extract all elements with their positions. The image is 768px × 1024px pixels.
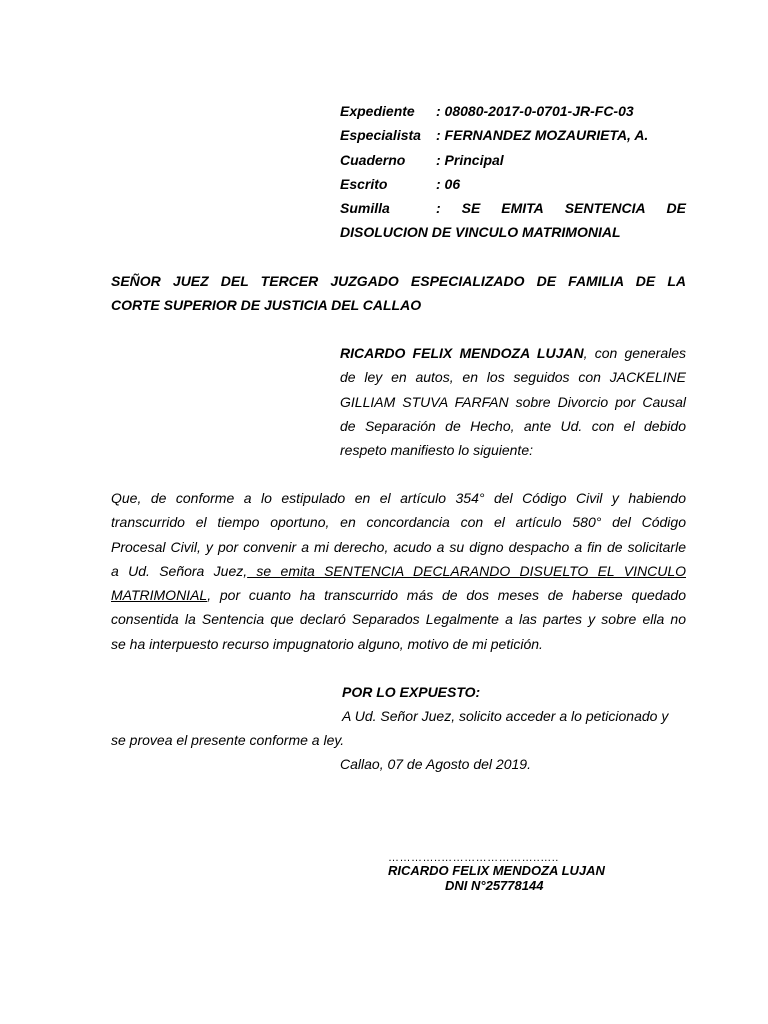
intro-line-3: GILLIAM STUVA FARFAN sobre Divorcio por Causal — [340, 393, 686, 410]
intro-text: , con generales — [583, 345, 687, 361]
header-especialista — [340, 127, 648, 143]
body-line-2: transcurrido el tiempo oportuno, en concordancia con el artículo 580° del Código — [111, 514, 686, 531]
header-label: Expediente — [340, 103, 415, 119]
sumilla-word: SENTENCIA — [564, 200, 646, 216]
body-line-1: Que, de conforme a lo estipulado en el artículo 354° del Código Civil y habiendo — [111, 490, 686, 506]
header-label: Sumilla — [340, 200, 390, 216]
body-text: , por cuanto ha transcurrido más de dos meses de haberse quedado — [207, 587, 686, 604]
sumilla-word: DE — [666, 200, 686, 216]
body-line-3: Procesal Civil, y por convenir a mi derecho, acudo a su digno despacho a fin de solicitarle — [111, 538, 686, 555]
body-line-4 — [111, 559, 686, 583]
header-label: Cuaderno — [340, 152, 406, 168]
signature-name: RICARDO FELIX MENDOZA LUJAN — [388, 863, 605, 878]
sumilla-word: EMITA — [501, 200, 544, 216]
header-escrito — [340, 176, 460, 192]
addressee-line-1 — [111, 273, 686, 289]
header-sumilla — [340, 200, 686, 216]
intro-paragraph — [340, 341, 686, 462]
intro-line-2: de ley en autos, en los seguidos con JACKELINE — [340, 369, 686, 386]
header-cuaderno — [340, 152, 504, 168]
sumilla-line-2: DISOLUCION DE VINCULO MATRIMONIAL — [340, 224, 621, 240]
signature-dni: DNI N°25778144 — [445, 878, 544, 893]
header-value: : 06 — [436, 176, 461, 192]
sumilla-word: SE — [461, 200, 481, 216]
closing-line-1: A Ud. Señor Juez, solicito acceder a lo peticionado y — [342, 708, 669, 724]
body-line-7: se ha interpuesto recurso impugnatorio alguno, motivo de mi petición. — [111, 635, 543, 652]
header-value: : 08080-2017-0-0701-JR-FC-03 — [436, 103, 634, 119]
signature-line: …………..……………………..….. — [388, 852, 559, 864]
header-expediente — [340, 103, 634, 119]
addressee-line-2: CORTE SUPERIOR DE JUSTICIA DEL CALLAO — [111, 297, 422, 313]
request-text-underlined: MATRIMONIAL — [111, 587, 208, 604]
body-paragraph — [111, 486, 686, 656]
intro-line-5: respeto manifiesto lo siguiente: — [340, 442, 533, 459]
header-label: Especialista — [340, 127, 421, 143]
header-label: Escrito — [340, 176, 388, 192]
party-name: RICARDO FELIX MENDOZA LUJAN — [340, 345, 584, 361]
body-line-5 — [111, 583, 686, 607]
closing-line-2: se provea el presente conforme a ley. — [111, 732, 345, 748]
request-text-underlined: se emita SENTENCIA DECLARANDO DISUELTO EL VINCULO — [247, 562, 686, 579]
body-line-6: consentida la Sentencia que declaró Separados Legalmente a las partes y sobre ella no — [111, 611, 686, 628]
header-value: : Principal — [436, 152, 504, 168]
intro-line-1 — [340, 341, 686, 365]
closing-date: Callao, 07 de Agosto del 2019. — [340, 756, 531, 772]
closing-heading: POR LO EXPUESTO: — [342, 684, 481, 700]
body-text: a Ud. Señora Juez, — [111, 562, 248, 579]
sumilla-text — [436, 200, 686, 216]
sumilla-word: : — [436, 200, 441, 216]
addressee-text: SEÑOR JUEZ DEL TERCER JUZGADO ESPECIALIZADO DE FAMILIA DE LA — [111, 273, 686, 289]
header-value: : FERNANDEZ MOZAURIETA, A. — [436, 127, 649, 143]
intro-line-4: de Separación de Hecho, ante Ud. con el debido — [340, 417, 686, 434]
